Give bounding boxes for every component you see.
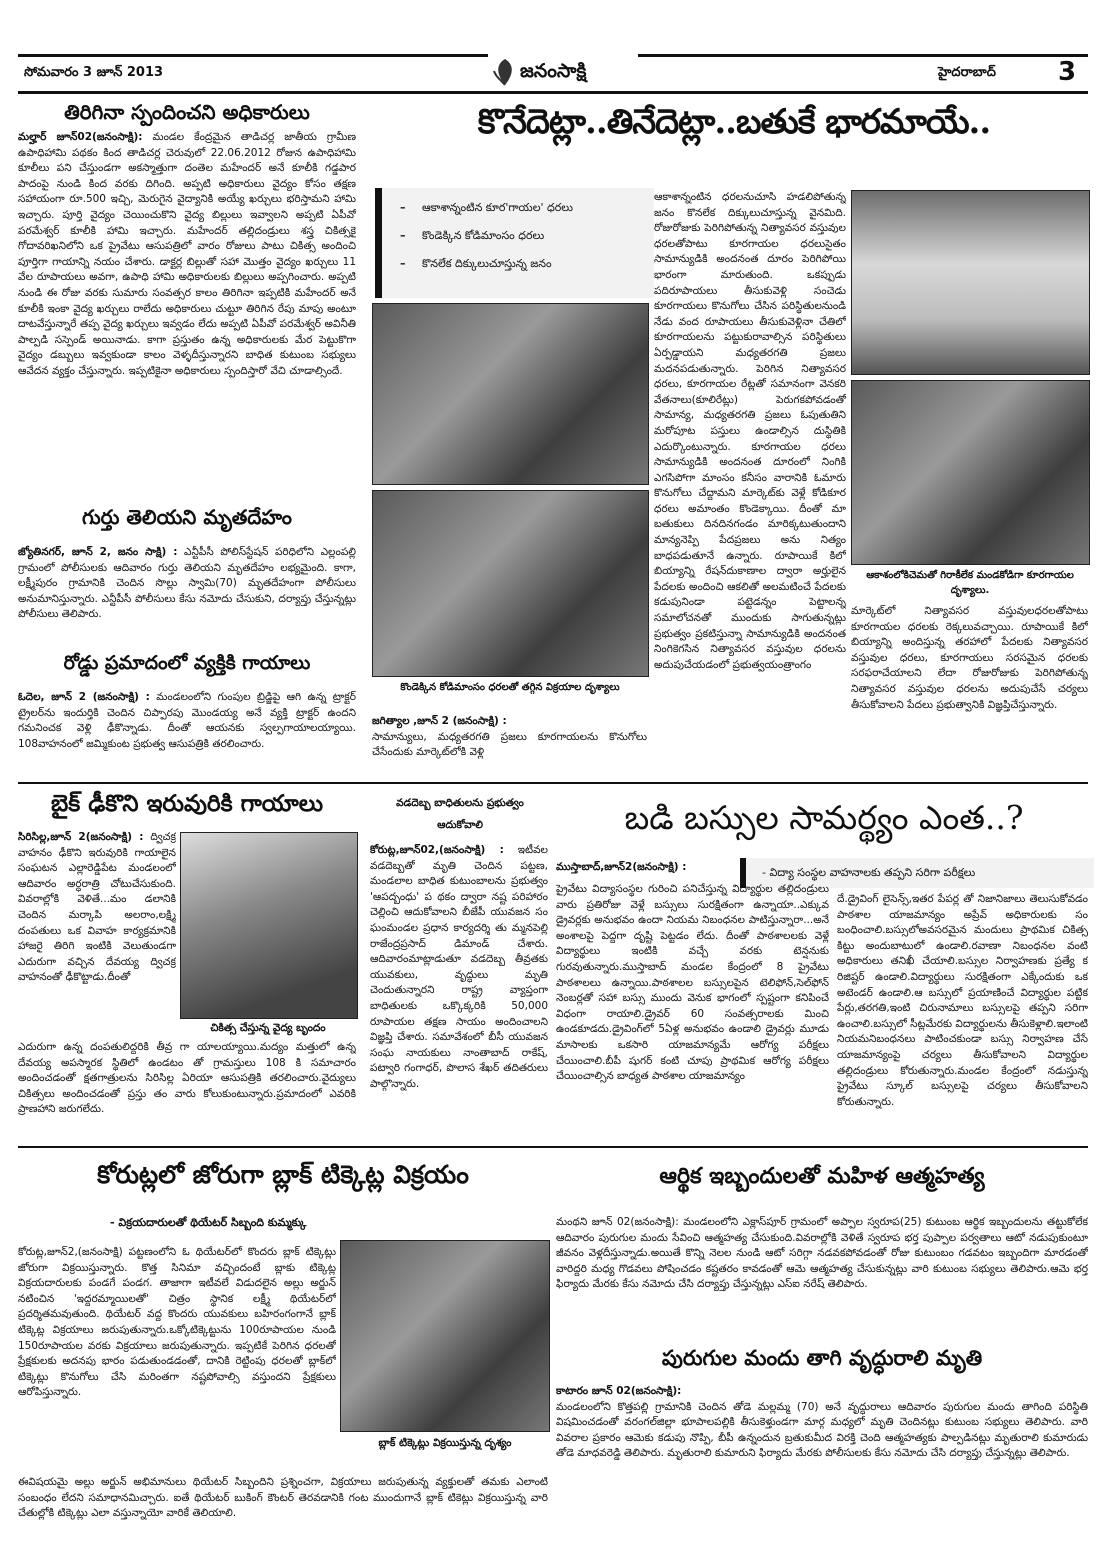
vegetable-market-photo <box>372 303 649 485</box>
market-vendors-photo <box>372 490 649 677</box>
article-body: మల్హార్ జూన్02(జనంసాక్షి): మండల కేంద్రమైన తాడిచర్ల జాతీయ గ్రామీణ ఉపాధిహామి పథకం కింద తాడిచర్ల చెరువులో 22.06.2012 రోజున ఉపాధిహామి కూలీలు పని చేస్తుండగా అకస్మాత్తుగా దంతెల మహేందర్ అనే కూలీకి గడ్డపార పాదంపై నుండి కింద వరకు దిగింది. అప్పటి అధికారులు వైద్యం కోసం తక్షణ సహాయంగా రూ.500 ఇచ్చి, మెరుగైన వైద్యానికి అయ్యే ఖర్చులు భరిస్తామని హామి ఇచ్చారు. పూర్తి వైద్యం చెయించుకొని వైద్య బిల్లులు ఇవ్వాలని అప్పటి ఏపీవో పరమేశ్వర్ కూలీకి హామి ఇచ్చారు. మహేందర్ తల్లిదండ్రులు శస్త్ర చికిత్సకై గోదావరిఖనిలోని ఒక ప్రైవేటు ఆసుపత్రిలో వారం రోజులు పాటు చికిత్స అందించి పూర్తిగా గాయాన్ని నయం చేశారు. డాక్టర్ల బిల్లుతో సహా మొత్తం వైద్యం ఖర్చులు 11 వేల రూపాయలు అవగా, ఉపాధి హామి అధికారులకు బిల్లులు అప్పగించారు. అప్పటి నుండి ఈ రోజు వరకు సుమారు సంవత్సర కాలం తిరిగినా ఇప్పటికి మహేందర్ అనే కూలీకి ఇంకా వైద్య ఖర్చులు రాలేదు అధికారులు చుట్టూ తిరిగిన రేపు మాపు అంటూ దాటవేస్తున్నారే తప్ప వైద్య ఖర్చులు ఇవ్వడం లేదు అప్పటి ఏపీవో పరమేశ్వర్ అవినీతి పాల్పడి సస్పెండ్ అయినాడు. కాగా ప్రస్తుతం ఉన్న అధికారులకు మేర పెట్టుకొగా వైద్యం డబ్బులు ఇవ్వకుండా కాలం వెళ్ళదీస్తున్నారని బాధిత కుటుంబ సభ్యులు ఆవేదన వ్యక్తం చేస్తున్నారు. ఇప్పటికైనా అధికారులు స్పందిస్తారో వేచి చూడాల్సిందే. <box>18 131 356 377</box>
article-title: బైక్ ఢీకొని ఇరువురికి గాయాలు <box>50 790 324 817</box>
flower-logo-icon <box>492 55 518 89</box>
article-body: ప్రైవేటు విద్యాసంస్థల గురించి పనిచేస్తున్న విద్యార్థుల తల్లిదండ్రులు వారు ప్రతిరోజు వెళ్లే బస్సులు సురక్షితంగా ఉన్నాయా..ఎక్కువ డ్రైవర్లకు అనుభవం ఉందా నియమ నిబంధనల పాటిస్తున్నారా...అనే అంశాలపై పెద్దగా దృష్టి పెట్టడం లేదు. దీంతో పాఠశాలలకు వెళ్లే విద్యార్థులు ఇంటికి వచ్చే వరకు టెన్షనుకు గురవుతున్నారు.ముస్తాబాద్ మండల కేంద్రంలో 8 ప్రైవేటు పాఠశాలలు ఉన్నాయి.పాఠశాలల బస్సులపైన టెలిఫోన్,సెల్‌ఫోన్ నెంబర్లతో సహా బస్సు ముందు వెనుక భాగంలో స్పష్టంగా కనిపించే విధంగా రాయాలి.డ్రైవర్ 60 సంవత్సరాలకు మించి ఉండకూడదు.డ్రైవింగ్‌లో 5ఏళ్ల అనుభవం ఉండాలి డ్రైవర్లు మూడు మాసాలకు ఒకసారి యాజమాన్యమే ఆరోగ్య పరీక్షలు చేయించాలి.బీపీ షుగర్ కంటి చూపు ప్రాథమిక ఆరోగ్య పరీక్షలు చేయించాల్సిన బాధ్యత పాఠశాల యాజమాన్యం <box>556 883 829 1083</box>
article-title: గుర్తు తెలియని మృతదేహం <box>82 505 292 529</box>
masthead <box>18 54 1088 94</box>
highlight-item: – కొండెక్కిన కోడిమాంసం ధరలు <box>400 229 545 242</box>
article-body: జ్యోతినగర్, జూన్ 2, జనం సాక్షి) : ఎన్టీపీసీ పోలిస్‌స్టేషన్ పరిధిలోని ఎల్లంపల్లి గ్రామంలో పోలీసులకు ఆదివారం గుర్తు తెలియని మృతదేహం లభ్యమైంది. కాగా, లక్ష్మీపురం గ్రామానికి చెందిన సొల్లు స్వామి(70) మృతదేహంగా పోలీసులు అనుమానిస్తున్నారు. ఎన్టీపీసీ పోలీసులు కేసు నమోదు చేసుకుని, దర్యాప్తు చేస్తున్నట్లు పోలీసులు తెలిపారు. <box>18 546 356 621</box>
article-body: ఓదెల, జూన్ 2 (జనంసాక్షి) : మండలంలోని గుంపుల బ్రిడ్జిపై ఆగి ఉన్న ట్రాక్టర్ ట్రైలర్‌ను ఇందుర్తికి చెందిన చిప్పారపు మొండయ్య అనే వ్యక్తి ట్రాక్టర్ ఉందని గమనించక వెళ్లి ఢీకొన్నాడు. దీంతో ఆయనకు స్వల్పగాయాలయ్యాయి. 108వాహనంలో జమ్మికుంట ప్రభుత్వ ఆసుపత్రికి తరలించారు. <box>18 691 356 750</box>
article-body: మంథని జూన్ 02(జనంసాక్షి): మండలంలోని ఎక్లాస్‌పూర్ గ్రామంలో అప్పాల స్వరూప(25) కుటుంబ ఆర్థిక ఇబ్బందులను తట్టుకోలేక ఆదివారం పురుగుల మందు సేవించి ఆత్మహత్య చేసుకుంది.వివరాల్లోకి వెళితే స్వరూప భర్త పుప్పాల పర్వతాలు ఆటో నడుపుకుంటూ జీవనం వెళ్లదీస్తున్నాడు.అయితే కొన్ని నెలల నుండి ఆటో సరిగ్గా నడవకపోవడంతో రోజు కుటుంబం గడవటం ఇబ్బందిగా మారడంతో వారిద్దరి మధ్య గొడవలు పోషించడం కష్టతరం కావడంతో ఆమె ఆత్మహత్య చేసుకున్నట్లు వారి కుటుంబ సభ్యులు తెలిపారు.ఆమె భర్త ఫిర్యాదు మేరకు కేసు నమోదు చేసి దర్యాప్తు చేస్తున్నట్లు ఎస్ఐ నరేష్ తెలిపారు. <box>556 1216 1088 1291</box>
article-title: తిరిగినా స్పందించని అధికారులు <box>64 100 310 124</box>
newspaper-logo: జనంసాక్షి <box>488 51 638 91</box>
article-body: కోరుట్ల,జూన్2,(జనంసాక్షి) పట్టణంలోని ఓ థియేటర్‌లో కొందరు బ్లాక్ టిక్కెట్లు జోరుగా విక్రయిస్తున్నారు. కొత్త సినిమా వచ్చిందంటే బ్లాకు టిక్కెట్ల విక్రయదారులకు పండగే పండగ. తాజాగా ఇటీవలే విడుదలైన అల్లు అర్జున్ నటించిన 'ఇద్దరమ్మాయిలతో' చిత్రం స్థానిక లక్ష్మీ థియేటర్‌లో ప్రదర్శితమవుతుంది. థియేటర్ వద్ద కొందరు యువకులు బహిరంగంగానే బ్లాక్ టిక్కెట్ల విక్రయాలు జరుపుతున్నారు.ఒక్కోటిక్కెట్టును 100రూపాయల నుండి 150రూపాయల వరకు విక్రయాలు జరుపుతున్నారు. ఇప్పటికే పెరిగిన ధరలతో ప్రేక్షకులకు అదనపు భారం పడుతుండడంతో, దానికి రెట్టింపు ధరలతో బ్లాక్‌లో టిక్కెట్లు కొనుగోలు చేసి మరింతగా నష్టపోవాల్సి వస్తుందని ప్రేక్షకులు ఆరోపిస్తున్నారు. <box>18 1246 336 1399</box>
highlight-item: – కొనలేక దిక్కులుచూస్తున్న జనం <box>400 257 552 270</box>
bus-headline: బడి బస్సుల సామర్థ్యం ఎంత..? <box>624 798 1024 837</box>
highlight-item: – ఆకాశాన్నంటిన కూర'గాయల' ధరలు <box>400 201 573 214</box>
photo-caption: ఆకాశంలోకిచెమతో గిరాకీలేక మండకోడిగా కూరగాయల దృశ్యాలు. <box>866 570 1074 596</box>
article-title: రోడ్డు ప్రమాదంలో వ్యక్తికి గాయాలు <box>63 652 311 674</box>
chicken-butcher-photo <box>851 380 1090 565</box>
cinema-headline: కోరుట్లలో జోరుగా బ్లాక్ టిక్కెట్ల విక్రయం <box>97 1160 469 1189</box>
section-divider <box>18 1146 1088 1148</box>
article-body: సిరిసిల్ల,జూన్ 2(జనంసాక్షి) : ద్విచక్ర వాహనం ఢీకొని ఇరువురికి గాయాలైన సంఘటన ఎల్లారెడ్డిపేట మండలంలో ఆదివారం అర్ధరాత్రి చోటుచేసుకుంది. వివరాల్లోకి వెళితే...మం డలానికి చెందిన మర్కాపి అలరాం,లక్ష్మి దంపతులు ఒక వివాహ కార్యక్రమానికి హాజరై తిరిగి ఇంటికి వెలుతుండగా ఎదురుగా వచ్చిన దేవయ్య ద్విచక్ర వాహనంతో ఢీకొట్టాడు.దీంతో <box>18 831 176 984</box>
article-body: కాటారం జూన్ 02(జనంసాక్షి): మండలంలోని కొత్తపల్లి గ్రామానికి చెందిన తోడె మల్లమ్మ (70) అనే వృద్ధురాలు ఆదివారం పురుగుల మందు తాగింది పరిస్థితి విషమించడంతో వరంగల్‌జిల్లా భూపాలపల్లికి తీసుకెళ్తుండగా మార్గ మధ్యలో మృతి చెందినట్లు కుటుంబ సభ్యులు తెలిపారు. వారి వివరాల ప్రకారం ఆమెకు కడుపు నొప్పి, బీపీ ఉన్నందున బ్రతుకుమీద విరక్తి చెంది ఆత్మహత్యకు పాల్పడినట్లు మృతురాలి కుమారుడు తోడె మాధవరెడ్డి తెలిపారు. మృతురాలి కుమారుని ఫిర్యాదు మేరకు పోలీసులకు కేసు నమోదు చేసి దర్యాప్తు చేస్తున్నట్లు తెలిపారు. <box>556 1385 1088 1460</box>
article-body: జగిత్యాల ,జూన్ 2 (జనంసాక్షి) : సామాన్యులు, మధ్యతరగతి ప్రజలు కూరగాయలను కొనుగోలు చేసేందుకు మార్కెట్‌లోకి వెళ్లి <box>372 715 647 759</box>
highlights-box <box>375 188 654 298</box>
suicide-headline: ఆర్థిక ఇబ్బందులతో మహిళ ఆత్మహత్య <box>659 1163 985 1189</box>
article-body: ఆకాశాన్నంటిన ధరలనుచూసి హడలిపోతున్న జనం కొనలేక దిక్కులుచూస్తున్న వైనమిది. రోజురోజుకు పెరిగిపోతున్న నిత్యావసర వస్తువుల ధరలతోపాటు కూరగాయల ధరలుసైతం సామాన్యుడికి అందనంత దూరం పెరిగిపోయి భారంగా మారుతుంది. ఒకప్పుడు పదిరూపాయలు తీసుకువెళ్లి సంచెడు కూరగాయలు కొనుగోలు చేసిన పరిస్థితులనుండి నేడు వంద రూపాయలు తీసుకువెళ్లినా చేతిలో కూరగాయలను పట్టుకురావాల్సిన పరిస్థితులు ఏర్పడ్డాయని మధ్యతరగతి ప్రజలు మదనపడుతున్నారు. పెరిగిన నిత్యావసర ధరలు, కూరగాయల రేట్లతో సమానంగా వెనకరి వేతనాలు(కూలిరేట్లు) పెరుగకపోవడంతో సామాన్య, మధ్యతరగతి ప్రజలు ఓపుతుతిని మరోపూట పస్తులు ఉండాల్సిన దుస్థితికి ఎదుర్కొంటున్నారు. కూరగాయల ధరలు సామాన్యుడికి అందనంత దూరంలో నింగికి ఎగసిపోగా మాంసం కనీసం వారానికి ఓమారు కొనుగోలు చేద్దామని మార్కెట్‌కు వెళ్లే కోడికూర ధరలు అమాంతం కొండెక్కాయి. దీంతో మా బతుకులు దినదినగండం మారిక్కటుతుందాని మాన్యనెప్పి పేదప్రజలు అను నిత్యం బాధపడుతూనే ఉన్నారు. రూపాయికే కిలో బియ్యాన్ని రేషన్‌దుకాణాల ద్వారా అర్హులైన పేదలకు అందించి ఆకలితో అలమటించే పేదలకు కడుపునిండా పట్టెడన్నం పెట్టాలన్న సమాలోచనతో ముందుకు సాగుతున్నట్లు ప్రభుత్వం ప్రకటిస్తున్నా సామాన్యుడికి అందనంత నింగికెగసిన నిత్యావసర వస్తువుల ధరలను అదుపుచేయడంలో ప్రభుత్వయంత్రాంగం <box>654 191 846 671</box>
article-body: ఎదురుగా ఉన్న దంపతులిద్దరికి తీవ్ర గా యాలయ్యాయి.మద్యం మత్తులో ఉన్న దేవయ్య అపస్మారక స్థితిలో ఉండటం తో గ్రామస్తులు 108 కి సమాచారం అందించడంతో క్షతగాత్రులను సిరిసిల్ల ఏరియా ఆసుపత్రికి తరలించారు.వైద్యులు చికిత్సలు అందించడంతో ప్రస్తు తం వారు కోలుకుంటున్నారు.ప్రమాదంలో ఎవరికి ప్రాణహాని జరుగలేదు. <box>18 1041 356 1116</box>
hospital-treatment-photo <box>180 832 358 1019</box>
article-body: దే.డ్రైవింగ్ లైసెన్స్,ఇతర పేపర్ల తో నిజానిజాలు తెలుసుకోవడం పాఠశాల యాజమాన్యం అప్రేవ్ అధికారులకు సం బంధించాలి.బస్సులోఅవసరమైన మందులు ప్రాథమిక చికిత్స కిట్టు అందుబాటులో ఉండాలి.రవాణా నిబంధనల వంటి అధికారులు తనిఖీ చేయాలి.బస్సుల నిర్వాహణకు ప్రత్యే క రిజిష్టర్ ఉండాలి.విద్యార్థులు సురక్షితంగా ఎక్కేందుకు ఒక అటెండర్ ఉండాలి.ఆ బస్సులో ప్రయాణించే విద్యార్థుల పట్టిక పేర్లు,తరగతి,ఇంటి చిరునామాలు బస్సులపై తప్పని సరిగా ఉంచాలి.బస్సులో సీట్లమేరకు విద్యార్థులను తీసుకెళ్లాలి.ఇలాంటి నియమనిబంధనలు పాటించకుండా బస్సు నిర్వాహణ చేసే యాజమాన్యంపై చర్యలు తీసుకోవాలని విద్యార్థుల తల్లిదండ్రులు కోరుతున్నారు.మండల కేంద్రంలో నడుస్తున్న ప్రైవేటు స్కూల్ బస్సులపై చర్యలు తీసుకోవాలని కోరుతున్నారు. <box>837 893 1088 1108</box>
article-body: మార్కెట్‌లో నిత్యావసర వస్తువులధరలతోపాటు కూరగాయల ధరలకు రెక్కలువచ్చాయి. రూపాయికే కిలో బియ్యాన్ని అందిస్తున్న తరహాలో పేదలకు నిత్యావసర వస్తువుల ధరలు, కూరగాయలు సరసమైన ధరలకు సరఫరాచేయాలని లేదా రోజురోజుకు పెరిగిపోతున్న నిత్యావసర వస్తువుల ధరలను అదుపుచేసే చర్యలు తీసుకోవాలని పేదలు ప్రభుత్వానికి విజ్ఞప్తిచేస్తున్నారు. <box>851 605 1088 711</box>
article-body: ముస్తాబాద్,జూన్2(జనంసాక్షి) : <box>556 861 687 873</box>
article-body: ఈవిషయమై అల్లు అర్జున్ అభిమానులు థియేటర్ సిబ్బందిని ప్రశ్నించగా, విక్రయాలు జరుపుతున్న వ్యక్తులతో తమకు ఎలాంటి సంబంధం లేదని సమాధానమిచ్చారు. ఐతే థియేటర్ బుకింగ్ కౌంటర్ తెరవడానికి గంట ముందుగానే బ్లాక్ టికెట్లు విక్రయిస్తున్న వారి చేతుల్లోకి టిక్కెట్లు ఎలా వస్తున్నాయో వారికే తెలియాలి. <box>18 1476 548 1520</box>
page-number: 3 <box>1058 57 1077 87</box>
section-divider <box>18 782 1088 784</box>
photo-caption: చికిత్స చేస్తున్న వైద్య బృందం <box>210 1022 326 1034</box>
elderly-headline: పురుగుల మందు తాగి వృద్ధురాలి మృతి <box>661 1345 983 1370</box>
article-title: వడదెబ్బ బాధితులను ప్రభుత్వం ఆదుకోవాలి <box>396 797 524 831</box>
chicken-shop-photo <box>851 190 1090 375</box>
main-headline: కొనేదెట్లా..తినేదెట్లా..బతుకే భారమాయే.. <box>477 102 991 142</box>
issue-date: సోమవారం 3 జూన్ 2013 <box>24 65 164 80</box>
cinema-subline: - విక్రయదారులతో థియేటర్ సిబ్బంది కుమ్మక్కు <box>110 1216 307 1229</box>
photo-caption: బ్లాక్ టిక్కెట్లు విక్రయిస్తున్న దృశ్యం <box>378 1437 512 1449</box>
article-body: కోరుట్ల,జూన్02,(జనంసాక్షి) : ఇటీవల వడదెబ్బతో మృతి చెందిన పట్టణ, మండలాల బాధిత కుటుంబాలను ప్రభుత్వం 'ఆపద్బంధు' ప థకం ద్వారా నష్ట పరిహారం చెల్లించి ఆదుకోవాలని బీజేపీ యువజన సం ఘంమండల ప్రధాన కార్యదర్శి తు మ్మనపెల్లి రాజేంద్రప్రసాద్ డిమాండ్ చేశారు. ఆదివారంమాట్లాడుతూ వడదెబ్బ తీవ్రతకు యువకులు, వృద్ధులు మృతి చెందుతున్నారని రాష్ట్ర వ్యాప్తంగా బాధితులకు ఒక్కొక్కరికి 50,000 రూపాయల తక్షణ సాయం అందించాలని విజ్ఞప్తి చేశారు. సమావేశంలో బీసీ యువజన సంఘ నాయకులు నాంతాబాద్ రాకేష్, పట్వారి గంగాధర్, పొలాస శేఖర్ తదితరులు పాల్గొన్నారు. <box>370 844 548 1090</box>
black-ticket-photo <box>340 1240 550 1432</box>
edition-city: హైదరాబాద్ <box>938 65 996 80</box>
bus-subline-box: - విద్యా సంస్థల వాహనాలకు తప్పని సరిగా పరీక్షలు <box>740 858 1094 888</box>
photo-caption: కొండెక్కిన కోడిమాంసం ధరలతో తగ్గిన విక్రయాల దృశ్యాలు <box>400 682 620 693</box>
